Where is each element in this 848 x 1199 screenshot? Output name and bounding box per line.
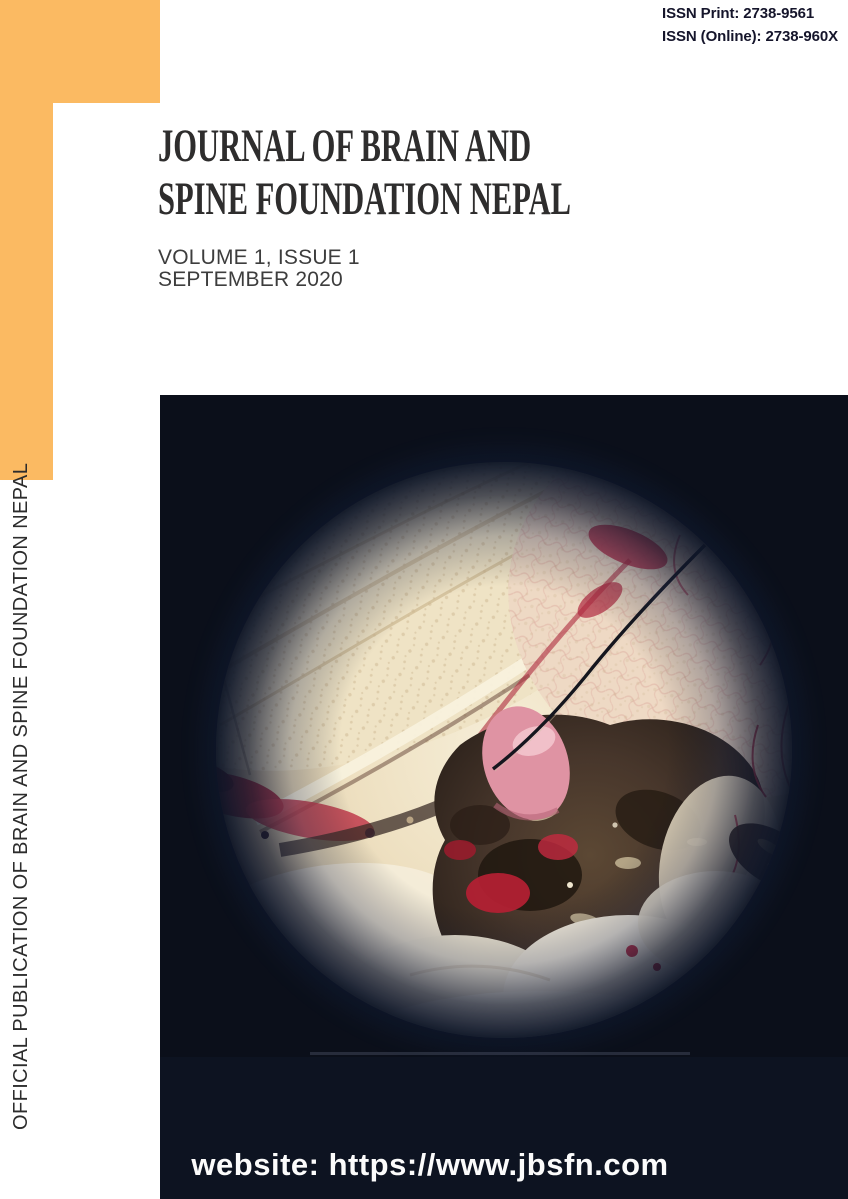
issn-block: [662, 2, 838, 48]
issn-online: ISSN (Online): 2738-960X: [662, 28, 838, 45]
journal-title-line2: SPINE FOUNDATION NEPAL: [158, 173, 572, 225]
orange-accent-bar-side: [0, 0, 53, 480]
volume-issue-block: [158, 247, 360, 291]
volume-issue-line: VOLUME 1, ISSUE 1: [158, 246, 360, 269]
cover-photo-panel: [160, 395, 848, 1199]
issn-print: ISSN Print: 2738-9561: [662, 5, 815, 22]
journal-title-line1: JOURNAL OF BRAIN AND: [158, 120, 532, 172]
issue-date-line: SEPTEMBER 2020: [158, 268, 343, 291]
spine-vertical-text: OFFICIAL PUBLICATION OF BRAIN AND SPINE FOUNDATION NEPAL: [10, 462, 32, 1130]
website-url-text: website: https://www.jbsfn.com: [191, 1147, 669, 1182]
surgical-microscope-photo-illustration: [160, 395, 848, 1057]
journal-title: [158, 120, 571, 226]
